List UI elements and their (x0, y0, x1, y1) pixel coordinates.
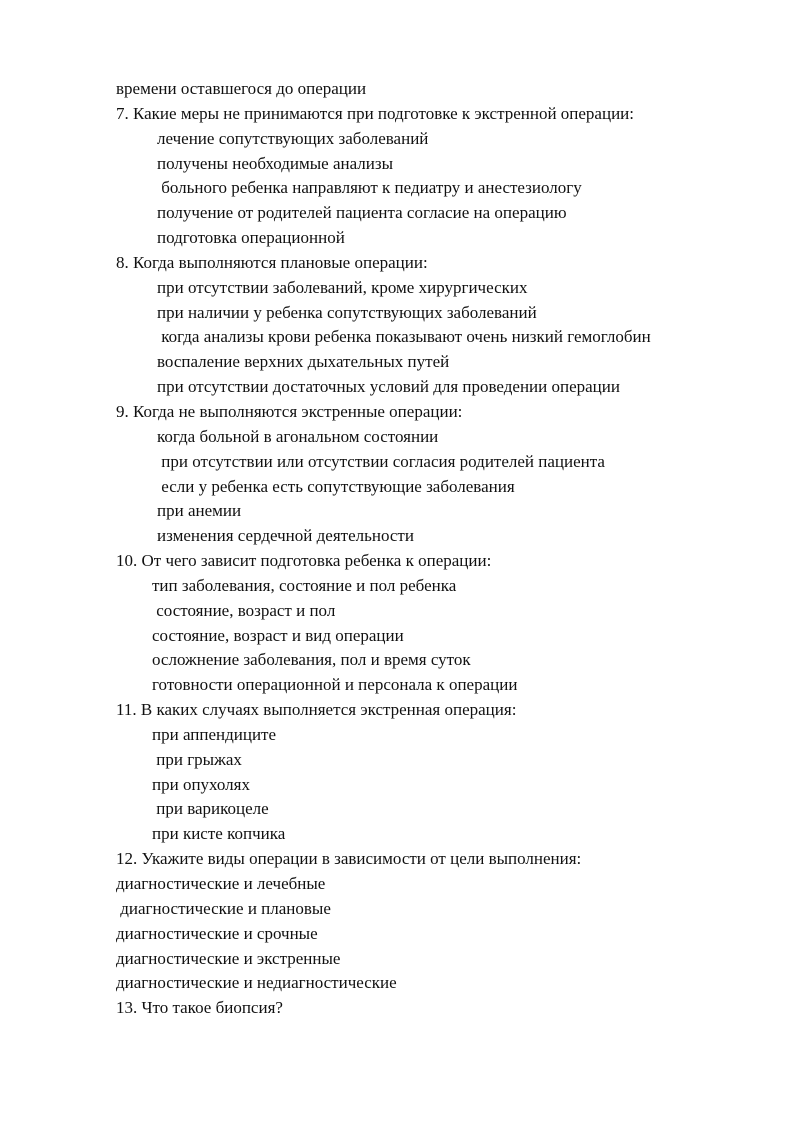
answer-option: при отсутствии или отсутствии согласия родителей пациента (157, 451, 605, 471)
answer-option: при варикоцеле (152, 799, 269, 819)
question-8: 8. Когда выполняются плановые операции: (116, 252, 428, 272)
answer-option: диагностические и лечебные (116, 874, 326, 893)
answer-option: состояние, возраст и вид операции (152, 625, 404, 645)
answer-option: получение от родителей пациента согласие на операцию (157, 203, 567, 223)
answer-option: воспаление верхних дыхательных путей (157, 352, 450, 372)
answer-option: при анемии (157, 501, 242, 521)
answer-option: диагностические и экстренные (116, 948, 341, 968)
answer-option: лечение сопутствующих заболеваний (157, 128, 429, 148)
answer-option: при аппендиците (152, 724, 277, 744)
answer-option: получены необходимые анализы (157, 153, 394, 173)
question-10: 10. От чего зависит подготовка ребенка к операции: (116, 551, 492, 571)
answer-option: когда больной в агональном состоянии (157, 426, 439, 446)
answer-option: при опухолях (152, 774, 250, 794)
answer-option: готовности операционной и персонала к операции (152, 675, 518, 695)
answer-option: если у ребенка есть сопутствующие заболевания (157, 476, 515, 496)
question-12: 12. Укажите виды операции в зависимости от цели выполнения: (116, 849, 582, 869)
answer-option: тип заболевания, состояние и пол ребенка (152, 575, 457, 595)
continuation-line: времени оставшегося до операции (116, 79, 367, 98)
answer-option: осложнение заболевания, пол и время суток (152, 650, 471, 670)
answer-option: при наличии у ребенка сопутствующих заболеваний (157, 302, 537, 322)
answer-option: подготовка операционной (157, 228, 345, 248)
answer-option: состояние, возраст и пол (152, 600, 336, 620)
answer-option: больного ребенка направляют к педиатру и анестезиологу (157, 178, 582, 198)
document-page (116, 77, 766, 1021)
question-9: 9. Когда не выполняются экстренные операции: (116, 401, 463, 421)
answer-option: при отсутствии достаточных условий для проведении операции (157, 377, 620, 397)
answer-option: при кисте копчика (152, 824, 286, 844)
answer-option: при грыжах (152, 749, 242, 769)
answer-option: изменения сердечной деятельности (157, 526, 414, 546)
question-7: 7. Какие меры не принимаются при подготовке к экстренной операции: (116, 103, 634, 123)
answer-option: при отсутствии заболеваний, кроме хирургических (157, 277, 528, 297)
answer-option: когда анализы крови ребенка показывают очень низкий гемоглобин (157, 327, 651, 347)
answer-option: диагностические и срочные (116, 923, 318, 943)
answer-option: диагностические и недиагностические (116, 973, 397, 993)
question-11: 11. В каких случаях выполняется экстренная операция: (116, 700, 517, 720)
answer-option: диагностические и плановые (116, 898, 331, 918)
question-13: 13. Что такое биопсия? (116, 998, 283, 1018)
